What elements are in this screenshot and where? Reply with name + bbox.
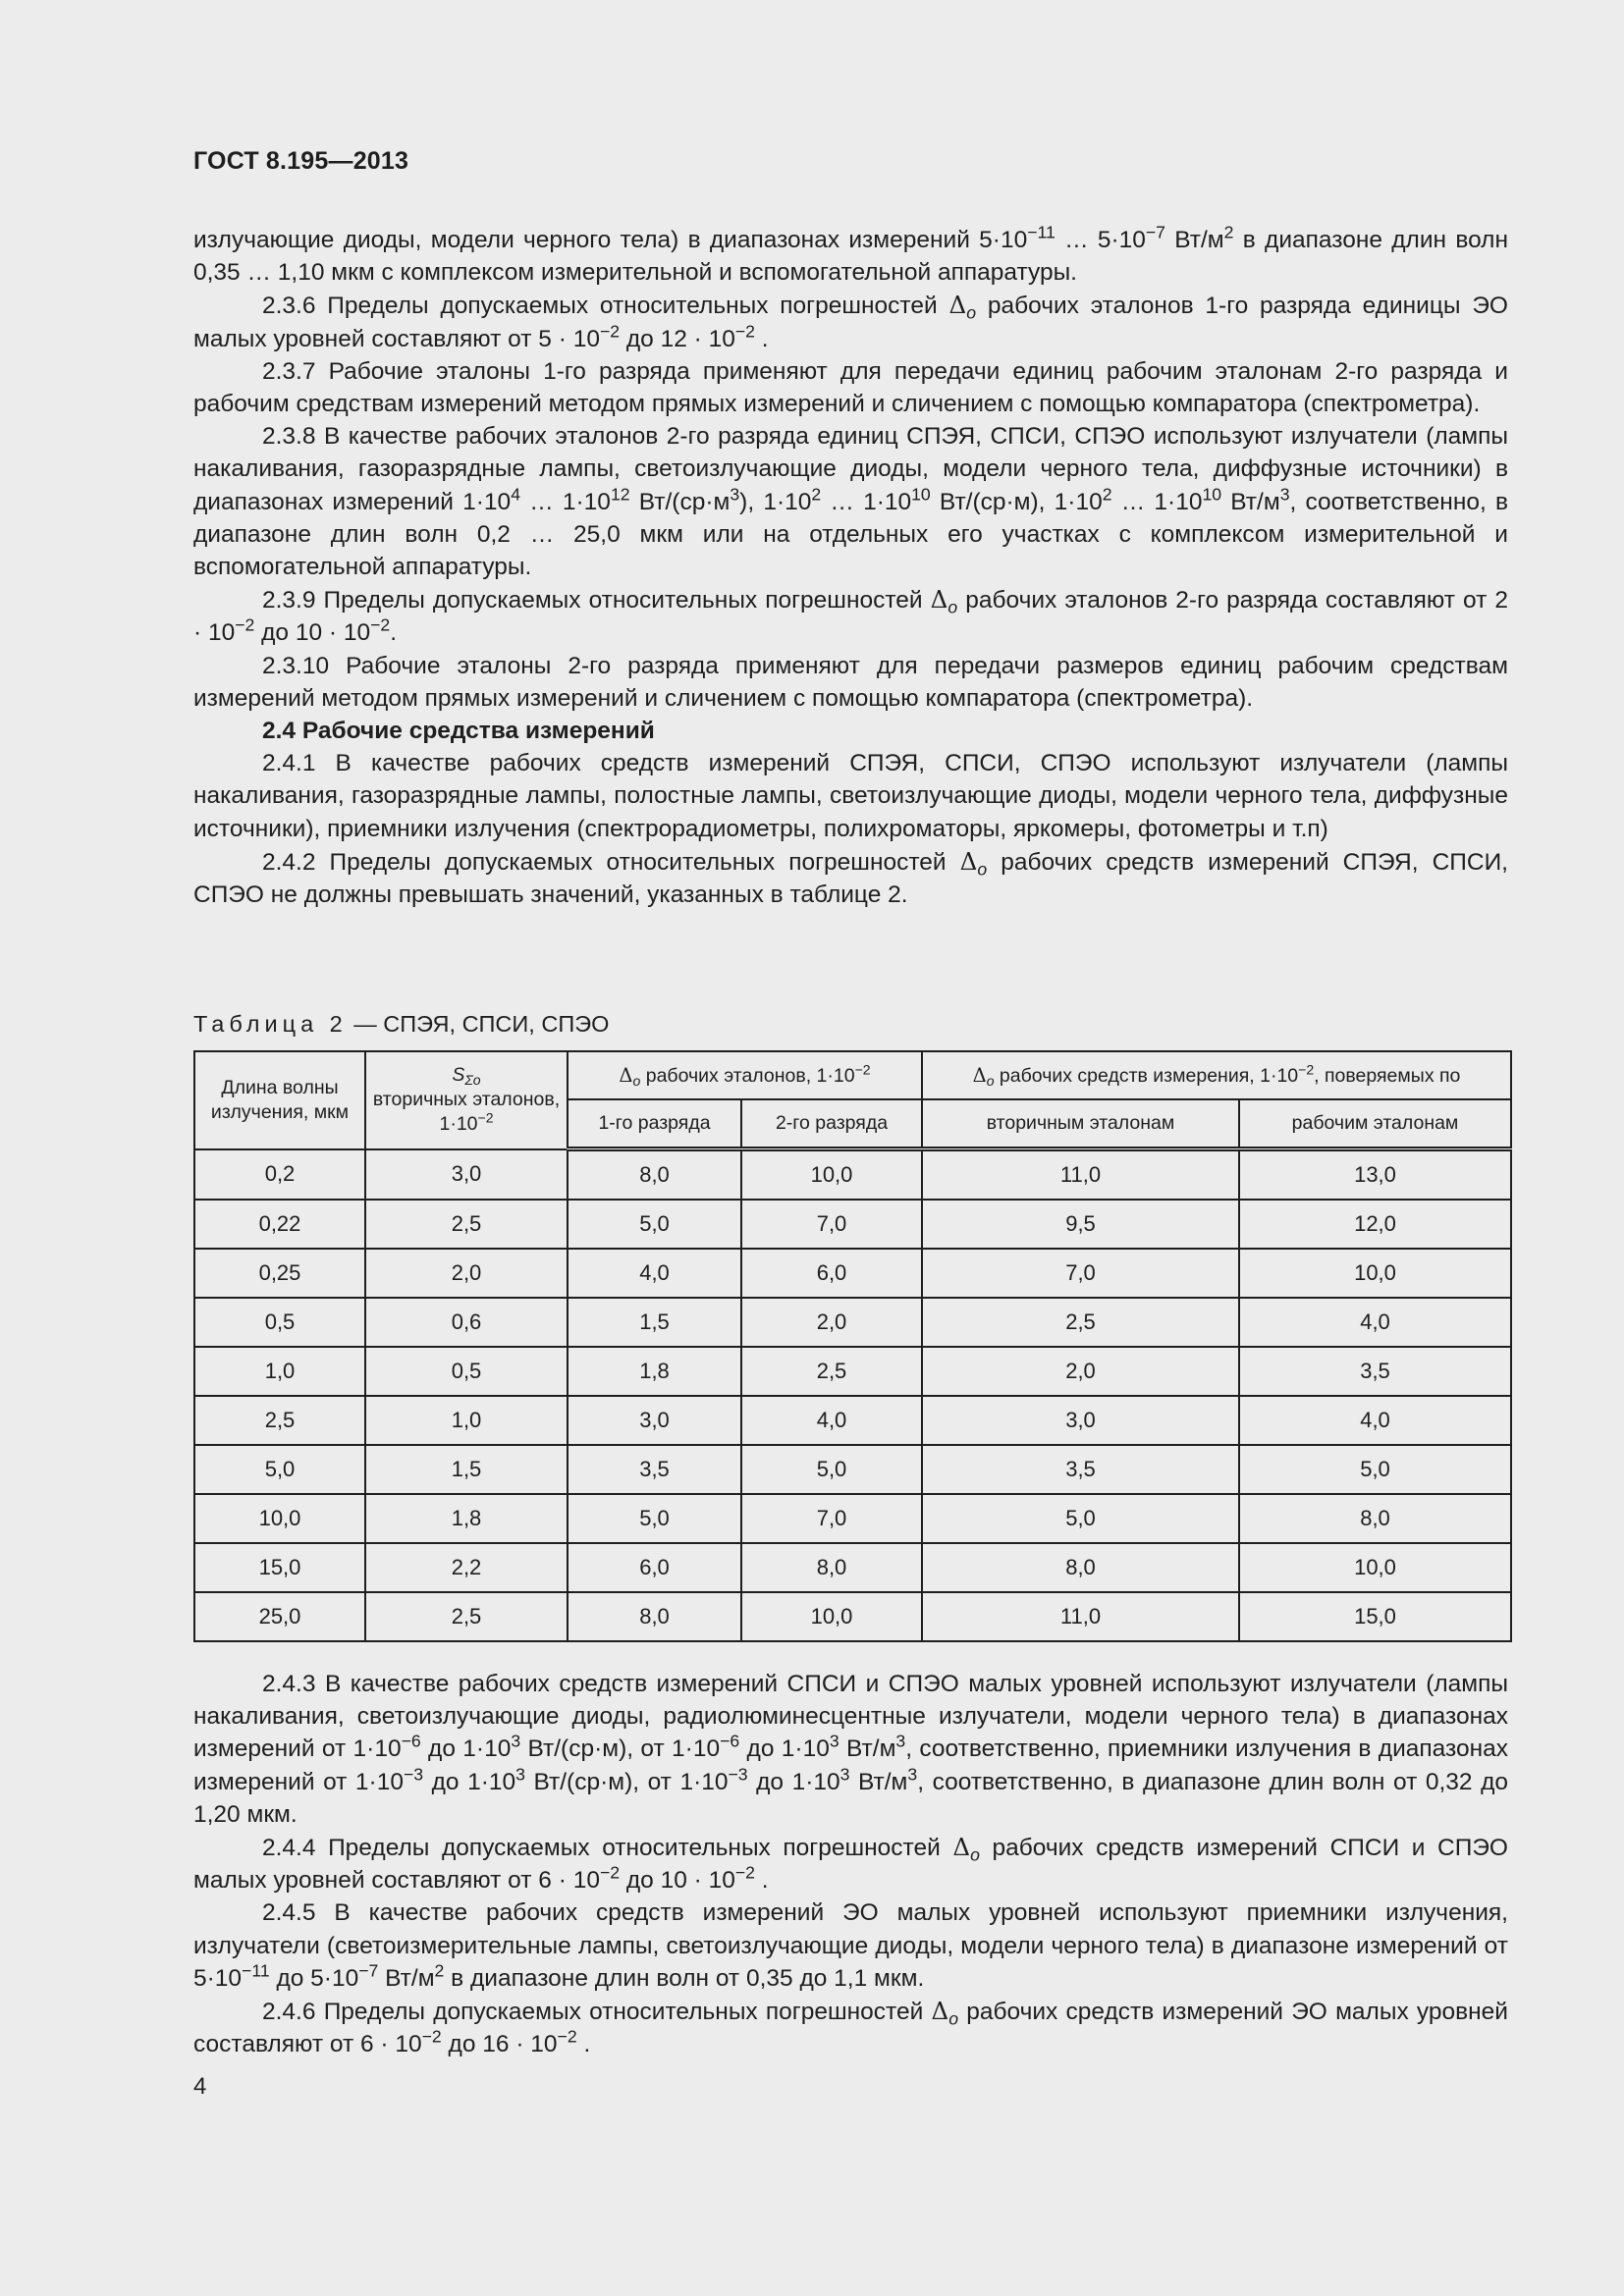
table-cell: 0,6 bbox=[365, 1298, 568, 1347]
table-cell: 11,0 bbox=[922, 1592, 1239, 1641]
section-heading-2-4: 2.4 Рабочие средства измерений bbox=[262, 718, 655, 745]
header-wavelength: Длина волны излучения, мкм bbox=[194, 1051, 365, 1149]
page-number: 4 bbox=[193, 2073, 207, 2100]
table-cell: 4,0 bbox=[1239, 1298, 1511, 1347]
paragraph-2-4-2: 2.4.2 Пределы допускаемых относительных погрешностей $\Delta_o$ рабочих средств измерений СПЭЯ, СПСИ, СПЭО не должны превышать значений, указанных в таблице 2. bbox=[193, 846, 1508, 909]
table-cell: 2,0 bbox=[365, 1249, 568, 1298]
paragraph-2-3-9: 2.3.9 Пределы допускаемых относительных погрешностей $\Delta_o$ рабочих эталонов 2-го разряда составляют от $2 \cdot 10^{-2}$ до $10 \cdot 10^{-2}$. bbox=[193, 585, 1508, 647]
table-cell: 15,0 bbox=[194, 1543, 365, 1592]
table-cell: 8,0 bbox=[1239, 1494, 1511, 1543]
table-cell: 7,0 bbox=[741, 1494, 922, 1543]
table-cell: 3,0 bbox=[922, 1396, 1239, 1445]
table-cell: 8,0 bbox=[568, 1149, 741, 1201]
table-row bbox=[194, 1494, 1511, 1543]
table-row bbox=[194, 1149, 1511, 1201]
table-cell: 5,0 bbox=[922, 1494, 1239, 1543]
table-cell: 8,0 bbox=[568, 1592, 741, 1641]
table-cell: 3,0 bbox=[568, 1396, 741, 1445]
table-cell: 0,2 bbox=[194, 1149, 365, 1201]
table-cell: 3,0 bbox=[365, 1149, 568, 1201]
table-row bbox=[194, 1396, 1511, 1445]
paragraph-2-4-4: 2.4.4 Пределы допускаемых относительных погрешностей $\Delta_o$ рабочих средств измерений СПСИ и СПЭО малых уровней составляют от $6 \cdot 10^{-2}$ до $10 \cdot 10^{-2}$ . bbox=[193, 1833, 1508, 1895]
paragraph-2-3-6: 2.3.6 Пределы допускаемых относительных погрешностей $\Delta_o$ рабочих эталонов 1-го разряда единицы ЭО малых уровней составляют от $5 \cdot 10^{-2}$ до $12 \cdot 10^{-2}$ . bbox=[193, 291, 1508, 352]
table-cell: 0,25 bbox=[194, 1249, 365, 1298]
header-s-secondary: $S_{\Sigma o}$ вторичных эталонов, $1\cdot 10^{-2}$ bbox=[365, 1051, 568, 1149]
table-cell: 11,0 bbox=[922, 1149, 1239, 1201]
table-cell: 3,5 bbox=[568, 1445, 741, 1494]
table-row bbox=[194, 1592, 1511, 1641]
table-cell: 1,8 bbox=[365, 1494, 568, 1543]
header-working-standards: рабочим эталонам bbox=[1239, 1099, 1511, 1149]
paragraph-continuation: излучающие диоды, модели черного тела) в диапазонах измерений $5\cdot 10^{-11}$ … $5\cdot 10^{-7}$ $Вт/м^2$ в диапазоне длин волн 0,35 … 1,10 мкм с комплексом измерительной и вспомогательной аппаратуры. bbox=[193, 222, 1508, 287]
paragraph-2-4-1: 2.4.1 В качестве рабочих средств измерений СПЭЯ, СПСИ, СПЭО используют излучатели (лампы накаливания, газоразрядные лампы, полостные лампы, светоизлучающие диоды, модели черного тела, диффузные источники), приемники излучения (спектрорадиометры, полихроматоры, яркомеры, фотометры и т.п) bbox=[193, 750, 1508, 842]
table-cell: 0,22 bbox=[194, 1200, 365, 1249]
table-cell: 1,0 bbox=[365, 1396, 568, 1445]
table-cell: 1,5 bbox=[568, 1298, 741, 1347]
header-first-rank: 1-го разряда bbox=[568, 1099, 741, 1149]
table-cell: 3,5 bbox=[1239, 1347, 1511, 1396]
table-cell: 2,5 bbox=[365, 1200, 568, 1249]
table-cell: 5,0 bbox=[568, 1200, 741, 1249]
header-delta-working-means: $\Delta_o$ рабочих средств измерения, $1\cdot 10^{-2}$, поверяемых по bbox=[922, 1051, 1511, 1099]
table-cell: 10,0 bbox=[1239, 1249, 1511, 1298]
table-cell: 12,0 bbox=[1239, 1200, 1511, 1249]
table-cell: 10,0 bbox=[741, 1149, 922, 1201]
table-row bbox=[194, 1543, 1511, 1592]
table-cell: 1,0 bbox=[194, 1347, 365, 1396]
table-row bbox=[194, 1249, 1511, 1298]
table-cell: 5,0 bbox=[1239, 1445, 1511, 1494]
table-cell: 15,0 bbox=[1239, 1592, 1511, 1641]
table-cell: 10,0 bbox=[194, 1494, 365, 1543]
paragraph-2-3-7: 2.3.7 Рабочие эталоны 1-го разряда применяют для передачи единиц рабочим эталонам 2-го разряда и рабочим средствам измерений методом прямых измерений и сличением с помощью компаратора (спектрометра). bbox=[193, 357, 1508, 418]
bottom-text-block bbox=[193, 1668, 1508, 2060]
table-cell: 4,0 bbox=[741, 1396, 922, 1445]
table-cell: 5,0 bbox=[194, 1445, 365, 1494]
table-cell: 2,0 bbox=[922, 1347, 1239, 1396]
table-cell: 0,5 bbox=[194, 1298, 365, 1347]
paragraph-2-4-3: 2.4.3 В качестве рабочих средств измерений СПСИ и СПЭО малых уровней используют излучатели (лампы накаливания, светоизлучающие диоды, радиолюминесцентные излучатели, модели черного тела) в диапазонах измерений от $1\cdot 10^{-6}$ до $1\cdot 10^3$ Вт/(ср·м), от $1\cdot 10^{-6}$ до $1\cdot 10^3$ $Вт/м^3$, соответственно, приемники излучения в диапазонах измерений от $1\cdot 10^{-3}$ до $1\cdot 10^3$ Вт/(ср·м), от $1\cdot 10^{-3}$ до $1\cdot 10^3$ $Вт/м^3$, соответственно, в диапазоне длин волн от 0,32 до 1,20 мкм. bbox=[193, 1671, 1509, 1828]
table-cell: 25,0 bbox=[194, 1592, 365, 1641]
table-cell: 8,0 bbox=[922, 1543, 1239, 1592]
table-cell: 2,5 bbox=[365, 1592, 568, 1641]
table-cell: 7,0 bbox=[922, 1249, 1239, 1298]
header-delta-working-standards: $\Delta_o$ рабочих эталонов, $1\cdot 10^{-2}$ bbox=[568, 1051, 922, 1099]
table-cell: 2,0 bbox=[741, 1298, 922, 1347]
table-row bbox=[194, 1200, 1511, 1249]
table-cell: 10,0 bbox=[741, 1592, 922, 1641]
table-cell: 8,0 bbox=[741, 1543, 922, 1592]
table-cell: 6,0 bbox=[741, 1249, 922, 1298]
table-cell: 2,5 bbox=[194, 1396, 365, 1445]
table-row bbox=[194, 1445, 1511, 1494]
table-cell: 10,0 bbox=[1239, 1543, 1511, 1592]
paragraph-2-3-8: 2.3.8 В качестве рабочих эталонов 2-го разряда единиц СПЭЯ, СПСИ, СПЭО используют излучатели (лампы накаливания, газоразрядные лампы, светоизлучающие диоды, модели черного тела, диффузные источники) в диапазонах измерений $1\cdot 10^4$ … $1\cdot 10^{12}$ $Вт/(ср\cdot м^3)$, $1\cdot 10^2$ … $1\cdot 10^{10}$ Вт/(ср·м), $1\cdot 10^2$ … $1\cdot 10^{10}$ $Вт/м^3$, соответственно, в диапазоне длин волн 0,2 … 25,0 мкм или на отдельных его участках с комплексом измерительной и вспомогательной аппаратуры. bbox=[193, 423, 1509, 581]
table-cell: 0,5 bbox=[365, 1347, 568, 1396]
table-cell: 9,5 bbox=[922, 1200, 1239, 1249]
header-secondary-standards: вторичным эталонам bbox=[922, 1099, 1239, 1149]
table-cell: 1,5 bbox=[365, 1445, 568, 1494]
table-cell: 5,0 bbox=[741, 1445, 922, 1494]
table-cell: 7,0 bbox=[741, 1200, 922, 1249]
paragraph-2-4-5: 2.4.5 В качестве рабочих средств измерений ЭО малых уровней используют приемники излучения, излучатели (светоизмерительные лампы, светоизлучающие диоды, модели черного тела) в диапазоне измерений от $5\cdot 10^{-11}$ до $5\cdot 10^{-7}$ $Вт/м^2$ в диапазоне длин волн от 0,35 до 1,1 мкм. bbox=[193, 1899, 1508, 1992]
table-cell: 4,0 bbox=[568, 1249, 741, 1298]
table-cell: 1,8 bbox=[568, 1347, 741, 1396]
table-body bbox=[194, 1149, 1511, 1642]
table-cell: 4,0 bbox=[1239, 1396, 1511, 1445]
paragraph-2-3-10: 2.3.10 Рабочие эталоны 2-го разряда применяют для передачи размеров единиц рабочим средствам измерений методом прямых измерений и сличением с помощью компаратора (спектрометра). bbox=[193, 652, 1508, 712]
table-cell: 13,0 bbox=[1239, 1149, 1511, 1201]
table-cell: 6,0 bbox=[568, 1543, 741, 1592]
table-cell: 3,5 bbox=[922, 1445, 1239, 1494]
table-cell: 2,5 bbox=[922, 1298, 1239, 1347]
table-caption: Таблица 2 — СПЭЯ, СПСИ, СПЭО bbox=[193, 1011, 610, 1037]
data-table bbox=[193, 1050, 1512, 1642]
paragraph-2-4-6: 2.4.6 Пределы допускаемых относительных погрешностей $\Delta_o$ рабочих средств измерений ЭО малых уровней составляют от $6 \cdot 10^{-2}$ до $16 \cdot 10^{-2}$ . bbox=[193, 1997, 1508, 2058]
header-second-rank: 2-го разряда bbox=[741, 1099, 922, 1149]
table-cell: 5,0 bbox=[568, 1494, 741, 1543]
document-header: ГОСТ 8.195—2013 bbox=[193, 147, 409, 175]
table-cell: 2,5 bbox=[741, 1347, 922, 1396]
table-row bbox=[194, 1347, 1511, 1396]
top-text-block bbox=[193, 224, 1508, 911]
table-cell: 2,2 bbox=[365, 1543, 568, 1592]
table-row bbox=[194, 1298, 1511, 1347]
